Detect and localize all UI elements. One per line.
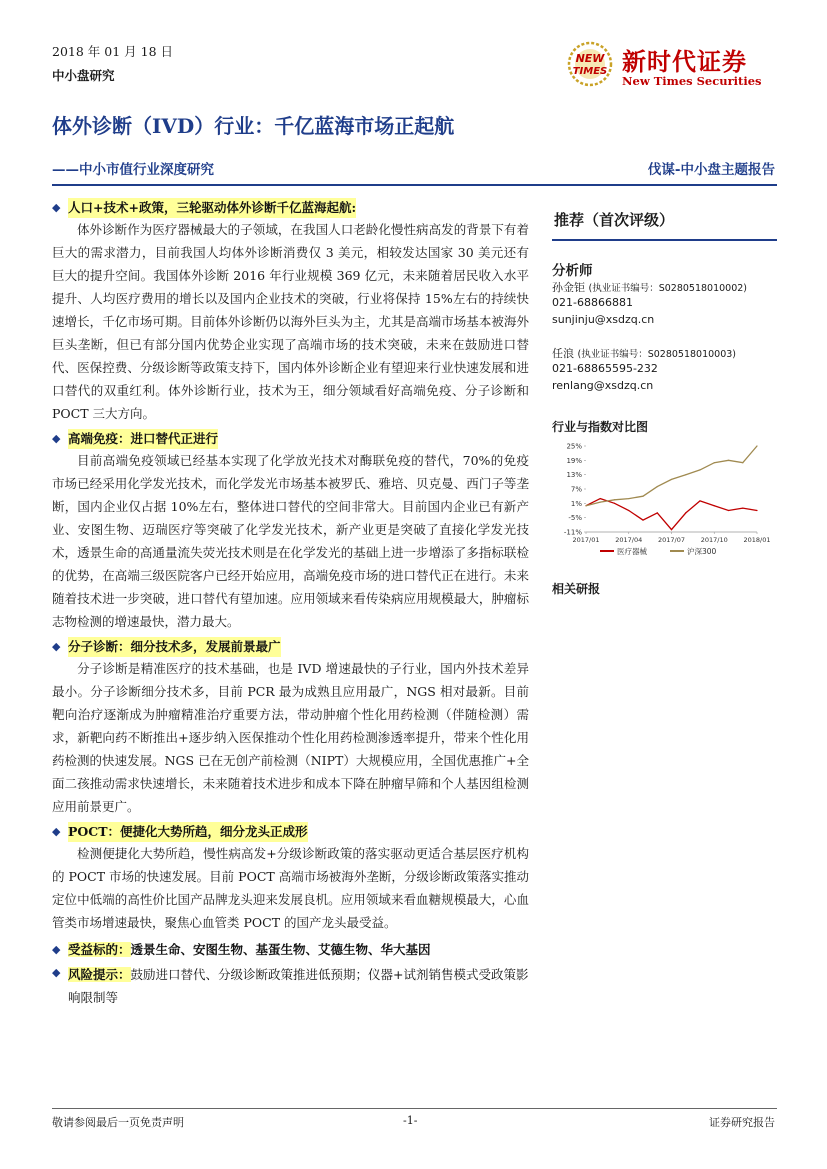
rating-label: 推荐（首次评级） bbox=[552, 207, 777, 241]
main-content bbox=[52, 198, 529, 1009]
diamond-bullet-icon: ◆ bbox=[52, 201, 61, 214]
chart-x-tick-label: 2018/01 bbox=[743, 536, 771, 544]
report-date: 2018 年 01 月 18 日 bbox=[52, 44, 173, 59]
chart-x-tick-label: 2017/07 bbox=[657, 536, 686, 544]
chart-point bbox=[585, 505, 586, 506]
section-overview bbox=[52, 198, 529, 425]
chart-point bbox=[756, 510, 757, 511]
chart-point bbox=[614, 503, 615, 504]
section-heading: 分子诊断：细分技术多，发展前景最广 bbox=[68, 637, 281, 657]
section-body: 体外诊断作为医疗器械最大的子领域，在我国人口老龄化慢性病高发的背景下有着巨大的需求潜力，目前我国人均体外诊断消费仅 3 美元，相较发达国家 30 美元还有巨大的提升空间。我国体外诊断 2016 年行业规模 369 亿元，未来随着居民收入水平提升、人均医疗费用的增长以及国内企业技术的突破，行业将保持 15%左右的持续快速增长，千亿市场可期。目前体外诊断仍以海外巨头为主，尤其是高端市场基本被海外巨头垄断，但已有部分国内优势企业实现了高端市场的技术突破，未来在鼓励进口替代、医保控费、分级诊断等政策支持下，国内体外诊断企业有望迎来行业快速发展和进口替代的双重红利。体外诊断行业，技术为王，细分领域看好高端免疫、分子诊断和 POCT 三大方向。 bbox=[52, 222, 529, 421]
section-heading: 高端免疫：进口替代正进行 bbox=[68, 429, 218, 449]
page-title: 体外诊断（IVD）行业：千亿蓝海市场正起航 bbox=[52, 114, 455, 138]
footer-report-type: 证券研究报告 bbox=[709, 1116, 775, 1129]
section-body: 目前高端免疫领域已经基本实现了化学放光技术对酶联免疫的替代，70%的免疫市场已经采用化学发光技术，而化学发光市场基本被罗氏、雅培、贝克曼、西门子等垄断，国内企业仅占据 10%左右，整体进口替代的空间非常大。目前国内企业已有新产业、安图生物、迈瑞医疗等突破了化学发光技术，新产业更是突破了直接化学发光技术，透景生命的高通量流失荧光技术则是在化学发光的基础上进一步增添了多指标联检的优势，在高端三级医院客户已经开始应用，高端免疫市场的进口替代正在进行。未来随着技术进一步突破，进口替代有望加速。应用领域来看传染病应用规模最大，肿瘤标志物检测的增速最快，潜力最大。 bbox=[52, 453, 529, 629]
chart-point bbox=[756, 445, 757, 446]
risk-value: 鼓励进口替代、分级诊断政策推进低预期；仪器+试剂销售模式受政策影响限制等 bbox=[68, 967, 529, 1005]
chart-legend-label: 医疗器械 bbox=[617, 547, 647, 556]
beneficiaries-label: 受益标的： bbox=[68, 942, 131, 957]
chart-y-tick-label: 7% bbox=[570, 485, 582, 494]
chart-y-tick-label: -11% bbox=[563, 528, 582, 537]
beneficiaries bbox=[52, 940, 529, 960]
analyst-2-name-line bbox=[552, 345, 736, 361]
chart-point bbox=[714, 505, 715, 506]
diamond-bullet-icon: ◆ bbox=[52, 432, 61, 445]
analyst-2-name: 任浪 bbox=[552, 347, 574, 360]
logo-mark-top: NEW bbox=[575, 52, 605, 65]
chart-point bbox=[685, 512, 686, 513]
logo-english: New Times Securities bbox=[622, 74, 762, 88]
chart-y-tick-label: -5% bbox=[568, 514, 582, 523]
analyst-2-email[interactable]: renlang@xsdzq.cn bbox=[552, 379, 654, 392]
chart-y-tick-label: 1% bbox=[570, 499, 582, 508]
chart-y-tick-label: 25% bbox=[566, 442, 582, 451]
footer-divider bbox=[52, 1108, 777, 1109]
chart-point bbox=[742, 508, 743, 509]
brand-logo bbox=[560, 40, 770, 92]
diamond-bullet-icon: ◆ bbox=[52, 966, 61, 979]
chart-point bbox=[628, 510, 629, 511]
chart-point bbox=[657, 512, 658, 513]
section-immunity bbox=[52, 429, 529, 633]
analyst-1-name: 孙金钜 bbox=[552, 281, 585, 294]
chart-series-line-1 bbox=[586, 446, 757, 506]
diamond-bullet-icon: ◆ bbox=[52, 825, 61, 838]
analyst-heading: 分析师 bbox=[552, 263, 593, 279]
chart-legend-label: 沪深300 bbox=[687, 547, 717, 556]
chart-point bbox=[614, 499, 615, 500]
beneficiaries-value: 透景生命、安图生物、基蛋生物、艾德生物、华大基因 bbox=[130, 942, 431, 957]
chart-x-tick-label: 2017/04 bbox=[615, 536, 643, 544]
chart-x-tick-label: 2017/01 bbox=[572, 536, 600, 544]
analyst-1-name-line bbox=[552, 279, 747, 295]
analyst-1-cert: (执业证书编号：S0280518010002) bbox=[588, 283, 748, 294]
risk-warning bbox=[52, 963, 529, 1009]
chart-point bbox=[714, 462, 715, 463]
chart-point bbox=[699, 469, 700, 470]
section-heading: 人口+技术+政策，三轮驱动体外诊断千亿蓝海起航: bbox=[68, 198, 356, 218]
chart-point bbox=[671, 479, 672, 480]
diamond-bullet-icon: ◆ bbox=[52, 640, 61, 653]
chart-point bbox=[600, 502, 601, 503]
page-subtitle: ——中小市值行业深度研究 bbox=[52, 162, 214, 178]
chart-point bbox=[642, 519, 643, 520]
section-body: 分子诊断是精准医疗的技术基础，也是 IVD 增速最快的子行业，国内外技术差异最小。分子诊断细分技术多，目前 PCR 最为成熟且应用最广，NGS 相对最新。目前靶向治疗逐渐成为肿瘤精准治疗重要方法，带动肿瘤个性化用药检测（伴随检测）需求，新靶向药不断推出+逐步纳入医保推动个性化用药检测渗透率提升，带来个性化用药检测的快速发展。NGS 已在无创产前检测（NIPT）大规模应用，全国优惠推广+全面二孩推动需求快速增长，未来随着技术进步和成本下降在肿瘤早筛和个人基因组检测应用前景更广。 bbox=[52, 661, 529, 814]
chart-point bbox=[657, 486, 658, 487]
chart-y-tick-label: 19% bbox=[566, 456, 582, 465]
diamond-bullet-icon: ◆ bbox=[52, 943, 61, 956]
analyst-2-cert: (执业证书编号：S0280518010003) bbox=[577, 349, 737, 360]
chart-point bbox=[628, 498, 629, 499]
report-type: 伐谋-中小盘主题报告 bbox=[647, 162, 775, 178]
analyst-2-phone: 021-68865595-232 bbox=[552, 362, 658, 375]
chart-point bbox=[600, 498, 601, 499]
chart-x-tick-label: 2017/10 bbox=[700, 536, 728, 544]
section-body: 检测便捷化大势所趋，慢性病高发+分级诊断政策的落实驱动更适合基层医疗机构的 POCT 市场的快速发展。目前 POCT 高端市场被海外垄断，分级诊断政策落实推动定位中低端的高性价比国产品牌龙头迎来发展良机。应用领域来看血糖规模最大，心血管类市场增速最快，聚焦心血管类 POCT 的国产龙头最受益。 bbox=[52, 846, 529, 930]
section-heading: POCT：便捷化大势所趋，细分龙头正成形 bbox=[68, 822, 308, 842]
title-divider bbox=[52, 184, 777, 186]
section-poct bbox=[52, 822, 529, 934]
comparison-chart bbox=[552, 440, 777, 564]
chart-y-tick-label: 13% bbox=[566, 471, 582, 480]
chart-series-line-0 bbox=[586, 499, 757, 530]
analyst-1-phone: 021-68866881 bbox=[552, 296, 633, 309]
chart-point bbox=[728, 460, 729, 461]
risk-label: 风险提示： bbox=[68, 967, 131, 982]
section-molecular bbox=[52, 637, 529, 818]
report-category: 中小盘研究 bbox=[52, 68, 115, 83]
chart-heading: 行业与指数对比图 bbox=[552, 420, 649, 434]
logo-mark-bottom: TIMES bbox=[572, 66, 608, 77]
chart-point bbox=[742, 462, 743, 463]
chart-point bbox=[728, 510, 729, 511]
chart-point bbox=[699, 500, 700, 501]
new-times-logo-icon bbox=[560, 40, 620, 92]
logo-chinese: 新时代证券 bbox=[622, 47, 747, 76]
related-research-heading: 相关研报 bbox=[552, 582, 601, 596]
footer-disclaimer: 敬请参阅最后一页免责声明 bbox=[52, 1116, 184, 1129]
page-number: -1- bbox=[403, 1114, 418, 1127]
chart-point bbox=[685, 474, 686, 475]
chart-point bbox=[671, 529, 672, 530]
analyst-1-email[interactable]: sunjinju@xsdzq.cn bbox=[552, 313, 655, 326]
chart-point bbox=[642, 496, 643, 497]
